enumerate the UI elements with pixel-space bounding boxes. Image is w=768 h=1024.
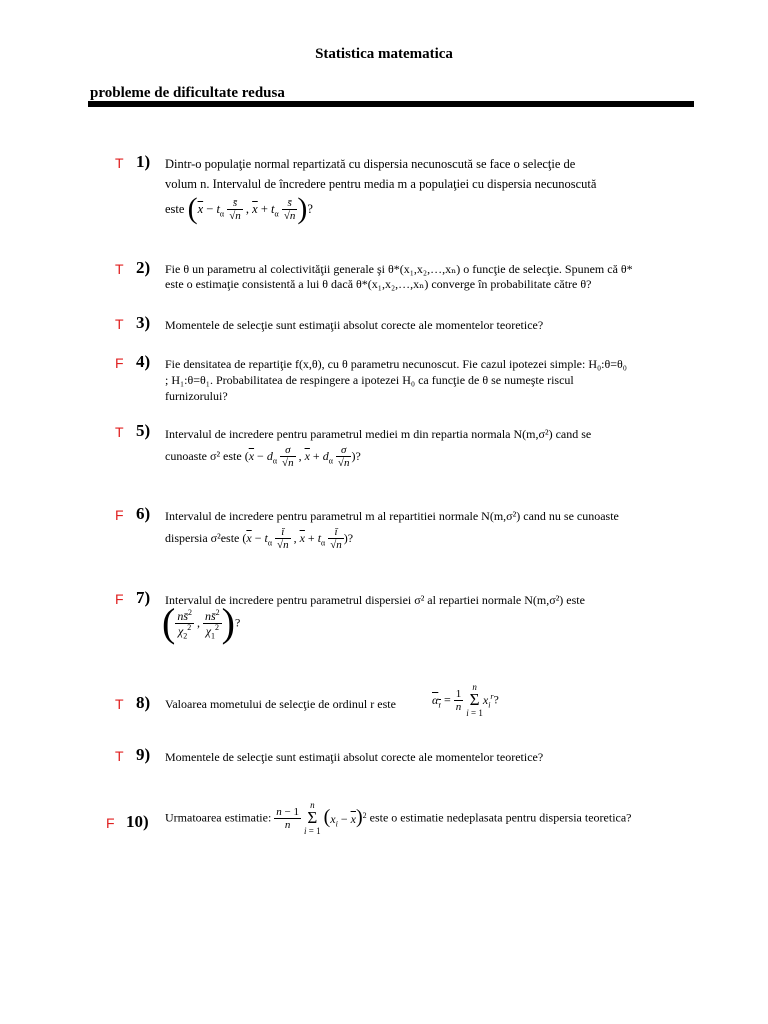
question-number: 2)	[136, 258, 151, 277]
formula-line: dispersia σ²este ($\overline{x} - t_\alpha$ $\frac{ĭ}{√n}$ , $\overline{x} + t_\alpha$ $\frac{ĭ}{√n}$ )?	[165, 526, 354, 551]
formula-line: este ($\overline{x} - t_\alpha$ $\frac{s̄}{√n}$ , $\overline{x} + t_\alpha$ $\frac{s̄}{√n}$ )?	[165, 192, 313, 225]
formula-line: $\alpha_r$ = $\frac{1}{n}$ n Σ $i = 1x_i^r$?	[432, 682, 499, 718]
formula-tail: este o estimatie nedeplasata pentru dispersia teoretica?	[369, 810, 632, 825]
question-number: 6)	[136, 504, 151, 523]
formula-lead: este	[165, 202, 185, 216]
question-text: furnizorului?	[165, 389, 228, 403]
formula-tail: ?	[347, 531, 354, 545]
answer-mark: F	[115, 591, 124, 607]
page-subtitle: probleme de dificultate redusa	[90, 85, 285, 101]
question-text: Intervalul de incredere pentru parametrul m al repartitiei normale N(m,σ²) cand nu se cunoaste	[165, 509, 619, 523]
answer-mark: T	[115, 316, 124, 332]
formula-tail: ?	[307, 202, 313, 216]
formula-tail: ?	[493, 692, 499, 707]
answer-mark: F	[106, 815, 115, 831]
question-text: Intervalul de incredere pentru parametrul dispersiei σ² al repartiei normale N(m,σ²) este	[165, 593, 585, 607]
question-text: Fie θ un parametru al colectivităţii generale şi θ*(x₁,x₂,…,xₙ) o funcţie de selecţie. Spunem că θ*	[165, 262, 633, 276]
question-text: Valoarea mometului de selecţie de ordinul r este	[165, 697, 396, 711]
question-number: 8)	[136, 693, 151, 712]
formula-lead: dispersia σ²este	[165, 531, 240, 545]
question-number: 1)	[136, 152, 151, 171]
question-text: Fie densitatea de repartiţie f(x,θ), cu θ parametru necunoscut. Fie cazul ipotezei simple: H₀:θ=θ₀	[165, 357, 627, 371]
question-text: Momentele de selecţie sunt estimaţii absolut corecte ale momentelor teoretice?	[165, 318, 544, 332]
formula-line: ( $\frac{ns̄^2}{\chi_2^2}$ , $\frac{ns̄^2}{\chi_1^2}$ )?	[162, 600, 241, 645]
answer-mark: T	[115, 155, 124, 171]
answer-mark: T	[115, 424, 124, 440]
question-text: Intervalul de incredere pentru parametrul mediei m din repartia normala N(m,σ²) cand se	[165, 427, 592, 441]
question-number: 9)	[136, 745, 151, 764]
question-text: Momentele de selecţie sunt estimaţii absolut corecte ale momentelor teoretice?	[165, 750, 544, 764]
question-text: Dintr-o populaţie normal repartizată cu dispersia necunoscută se face o selecţie de	[165, 157, 576, 171]
formula-tail: ?	[235, 615, 241, 630]
formula-lead: Urmatoarea estimatie:	[165, 810, 272, 825]
formula-tail: ?	[355, 449, 361, 463]
answer-mark: F	[115, 507, 124, 523]
question-text: este o estimaţie consistentă a lui θ dacă θ*(x₁,x₂,…,xₙ) converge în probabilitate către θ?	[165, 277, 592, 291]
formula-lead: cunoaste σ² este	[165, 449, 242, 463]
question-number: 10)	[126, 812, 149, 831]
question-number: 7)	[136, 588, 151, 607]
answer-mark: T	[115, 696, 124, 712]
answer-mark: T	[115, 261, 124, 277]
formula-line: Urmatoarea estimatie: $\frac{n - 1}{n}$ n Σ i = 1 $(x_i - \overline{x})^2$ este o estimatie nedeplasata pentru dispersia teoretica?	[165, 800, 632, 836]
question-number: 3)	[136, 313, 151, 332]
page-title: Statistica matematica	[315, 46, 453, 62]
question-number: 4)	[136, 352, 151, 371]
question-text: volum n. Intervalul de încredere pentru media m a populaţiei cu dispersia necunoscută	[165, 177, 597, 191]
formula-paren: (	[187, 192, 198, 225]
answer-mark: F	[115, 355, 124, 371]
heading-rule	[88, 101, 694, 107]
question-text: ; H₁:θ=θ₁. Probabilitatea de respingere a ipotezei H₀ ca funcţie de θ se numeşte riscul	[165, 373, 574, 387]
answer-mark: T	[115, 748, 124, 764]
question-number: 5)	[136, 421, 151, 440]
formula-line: cunoaste σ² este ($\overline{x} - d_\alpha$ $\frac{\sigma}{√n}$ , $\overline{x} + d_\alpha$ $\frac{\sigma}{√n}$ )?	[165, 444, 361, 469]
